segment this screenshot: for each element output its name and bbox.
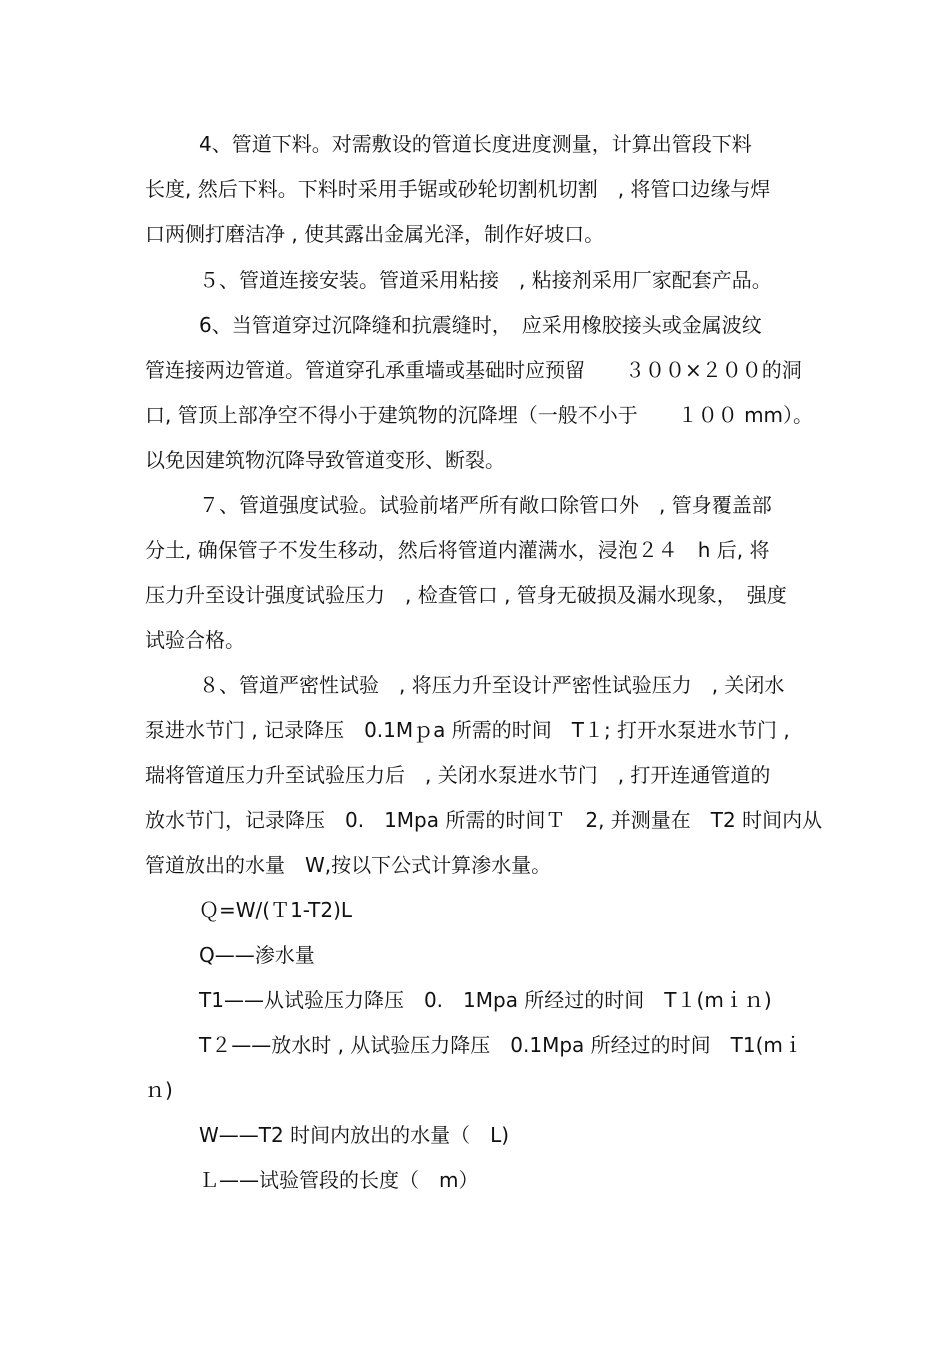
formula-line: Ｑ=W/(Ｔ1-T2)L [199, 898, 353, 922]
text-line: 口, 管顶上部净空不得小于建筑物的沉降埋（一般不小于 １００ mm）。 [145, 403, 814, 427]
text-line: 口两侧打磨洁净 , 使其露出金属光泽，制作好坡口。 [145, 222, 605, 246]
text-line: 压力升至设计强度试验压力 , 检查管口 , 管身无破损及漏水现象， 强度 [145, 583, 787, 607]
text-line: ８、管道严密性试验 , 将压力升至设计严密性试验压力 , 关闭水 [199, 673, 785, 697]
definition-line: W——T2 时间内放出的水量（ L) [199, 1123, 510, 1147]
definition-line: T1——从试验压力降压 0. 1Mpa 所经过的时间 T１(mｉｎ) [199, 988, 772, 1012]
definition-line: T２——放水时 , 从试验压力降压 0.1Mpa 所经过的时间 T1(mｉ [199, 1033, 803, 1057]
text-line: 分土, 确保管子不发生移动，然后将管道内灌满水，浸泡２４ h 后, 将 [145, 538, 770, 562]
definition-line: ｎ) [145, 1078, 173, 1102]
text-line: 6、当管道穿过沉降缝和抗震缝时， 应采用橡胶接头或金属波纹 [199, 313, 762, 337]
text-line: 放水节门，记录降压 0. 1Mpa 所需的时间Ｔ 2, 并测量在 T2 时间内从 [145, 808, 823, 832]
text-line: 试验合格。 [145, 628, 245, 652]
definition-line: Ｌ——试验管段的长度（ m） [199, 1168, 479, 1192]
text-line: 管连接两边管道。管道穿孔承重墙或基础时应预留 ３００×２００的洞 [145, 358, 802, 382]
text-line: 管道放出的水量 W,按以下公式计算渗水量。 [145, 853, 552, 877]
text-line: ５、管道连接安装。管道采用粘接 , 粘接剂采用厂家配套产品。 [199, 268, 772, 292]
text-line: 4、管道下料。对需敷设的管道长度进度测量，计算出管段下料 [199, 132, 752, 156]
definition-line: Q——渗水量 [199, 943, 315, 967]
text-line: 长度, 然后下料。下料时采用手锯或砂轮切割机切割 , 将管口边缘与焊 [145, 177, 771, 201]
text-line: 泵进水节门 , 记录降压 0.1Mｐa 所需的时间 T１; 打开水泵进水节门 , [145, 718, 790, 742]
text-line: ７、管道强度试验。试验前堵严所有敞口除管口外 , 管身覆盖部 [199, 493, 772, 517]
text-line: 瑞将管道压力升至试验压力后 , 关闭水泵进水节门 , 打开连通管道的 [145, 763, 771, 787]
text-line: 以免因建筑物沉降导致管道变形、断裂。 [145, 448, 505, 472]
